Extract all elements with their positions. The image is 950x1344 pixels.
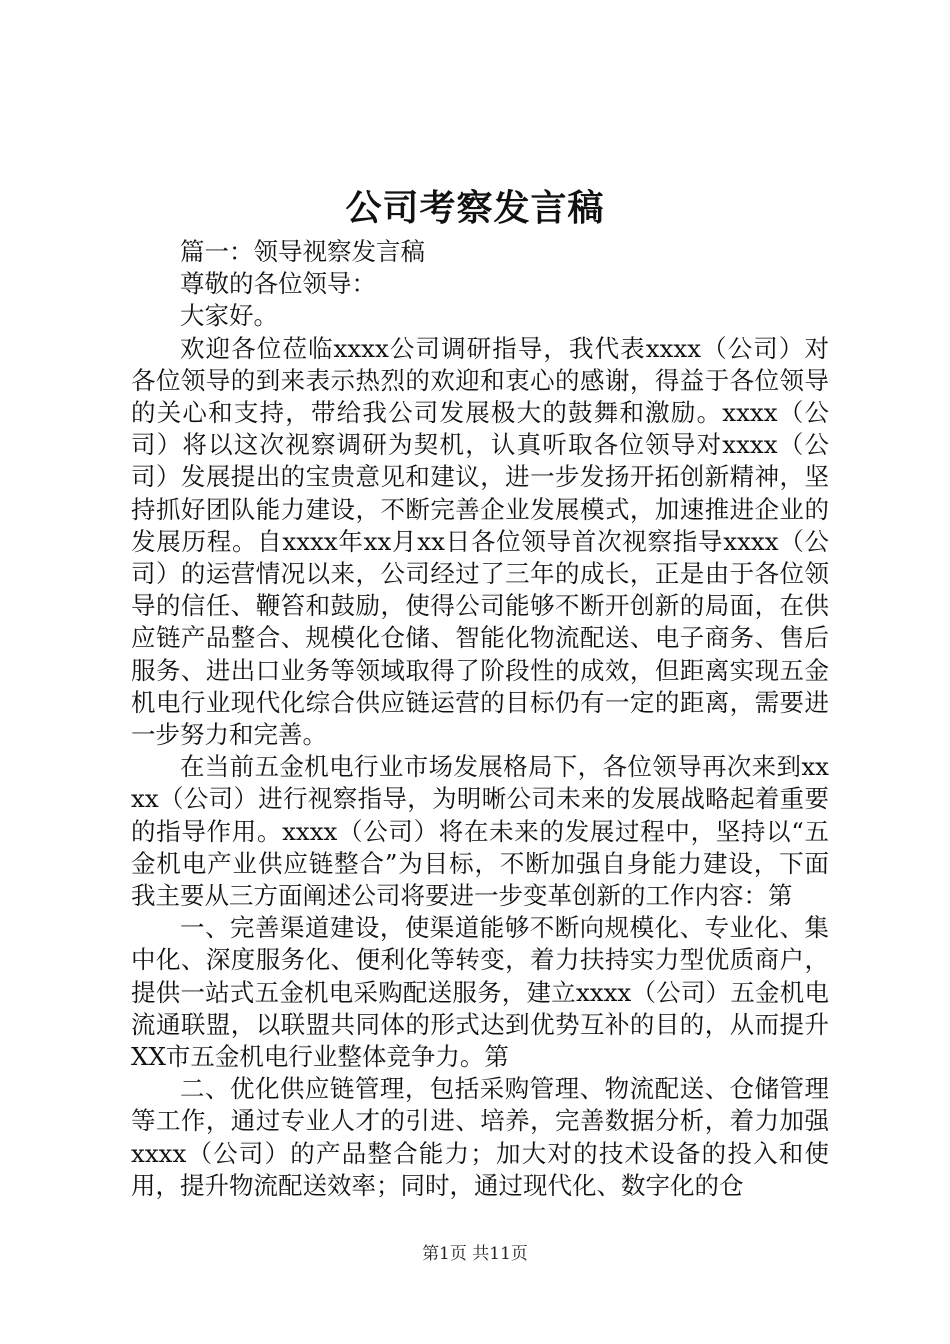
page-number: 第1页 共11页 xyxy=(422,1244,528,1264)
paragraph-section-heading: 篇一：领导视察发言稿 xyxy=(180,237,425,266)
paragraph-point-two: 二、优化供应链管理，包括采购管理、物流配送、仓储管理等工作，通过专业人才的引进、培养，完善数据分析，着力加强xxxx（公司）的产品整合能力；加大对的技术设备的投入和使用，提升物流配送效率；同时，通过现代化、数字化的仓 xyxy=(131,1074,829,1200)
paragraph-greeting: 大家好。 xyxy=(180,301,278,331)
document-title: 公司考察发言稿 xyxy=(345,187,605,229)
paragraph-strategy: 在当前五金机电行业市场发展格局下，各位领导再次来到xxxx（公司）进行视察指导，为明晰公司未来的发展战略起着重要的指导作用。xxxx（公司）将在未来的发展过程中，坚持以“五金机电产业供应链整合”为目标，不断加强自身能力建设，下面我主要从三方面阐述公司将要进一步变革创新的工作内容：第 xyxy=(131,752,829,911)
paragraph-welcome: 欢迎各位莅临xxxx公司调研指导，我代表xxxx（公司）对各位领导的到来表示热烈的欢迎和衷心的感谢，得益于各位领导的关心和支持，带给我公司发展极大的鼓舞和激励。xxxx（公司）将以这次视察调研为契机，认真听取各位领导对xxxx（公司）发展提出的宝贵意见和建议，进一步发扬开拓创新精神，坚持抓好团队能力建设，不断完善企业发展模式，加速推进企业的发展历程。自xxxx年xx月xx日各位领导首次视察指导xxxx（公司）的运营情况以来，公司经过了三年的成长，正是由于各位领导的信任、鞭笞和鼓励，使得公司能够不断开创新的局面，在供应链产品整合、规模化仓储、智能化物流配送、电子商务、售后服务、进出口业务等领域取得了阶段性的成效，但距离实现五金机电行业现代化综合供应链运营的目标仍有一定的距离，需要进一步努力和完善。 xyxy=(131,333,829,750)
document-body xyxy=(131,236,829,1202)
paragraph-point-one: 一、完善渠道建设，使渠道能够不断向规模化、专业化、集中化、深度服务化、便利化等转变，着力扶持实力型优质商户，提供一站式五金机电采购配送服务，建立xxxx（公司）五金机电流通联盟，以联盟共同体的形式达到优势互补的目的，从而提升XX市五金机电行业整体竞争力。第 xyxy=(131,913,829,1072)
paragraph-salutation: 尊敬的各位领导： xyxy=(180,269,376,299)
